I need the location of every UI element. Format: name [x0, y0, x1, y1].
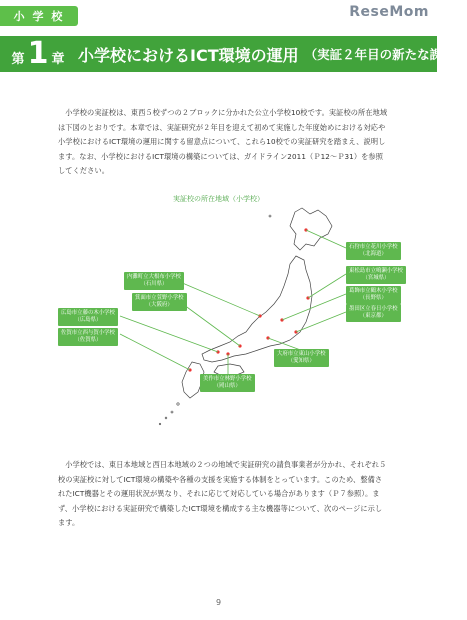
island: [165, 417, 167, 419]
map-title: 実証校の所在地域（小学校）: [173, 195, 264, 203]
island: [171, 411, 173, 413]
label-okayama: 美作市立林野小学校 （岡山県）: [200, 374, 255, 392]
label-ishikawa: 内灘町立大根布小学校 （石川県）: [124, 272, 184, 290]
body-paragraph: 小学校では、東日本地域と西日本地域の２つの地域で実証研究の請負事業者が分かれ、それぞれ５校の実証校に対してICT環境の構築や各種の支援を実施する体制をとっています。このため、整備されたICT機器とその運用状況が異なり、それに応じて対応している場合があります（Ｐ７参照）。まず、小学校における実証研究で構築したICT環境を構成する主な機器等について、次のページに示します。: [58, 460, 387, 527]
label-osaka: 箕面市立萱野小学校 （大阪府）: [132, 293, 187, 311]
brand-logo: ReseMom: [349, 4, 429, 20]
chapter-title: [78, 36, 467, 72]
honshu-shape: [202, 256, 312, 362]
label-nagano: 葛飾市立鶴木小学校 （長野県）: [346, 286, 401, 304]
page-number: 9: [215, 598, 222, 607]
section-tab: [0, 6, 78, 26]
chapter-prefix: 第: [11, 52, 25, 67]
label-hiroshima: 広島市立藤の木小学校 （広島県）: [58, 308, 118, 326]
chapter-num: 1: [27, 36, 49, 71]
chapter-title-main: 小学校におけるICT環境の運用: [78, 45, 299, 65]
label-higashimatsushima: 東松島市立鳴瀬小学校 （宮城県）: [346, 266, 406, 284]
hokkaido-shape: [290, 208, 332, 250]
label-saga: 佐賀市立西与賀小学校 （佐賀県）: [58, 328, 118, 346]
island: [159, 423, 161, 425]
label-tokyo: 墨田区立春日小学校 （東京都）: [346, 304, 401, 322]
label-aichi: 大府市立東山小学校 （愛知県）: [274, 349, 329, 367]
label-ishikari: 石狩市立花川小学校 （北海道）: [346, 242, 401, 260]
section-label: 小 学 校: [13, 10, 65, 23]
intro-paragraph: 小学校の実証校は、東西５校ずつの２ブロックに分かれた公立小学校10校です。実証校の所在地域は下図のとおりです。本章では、実証研究が２年目を迎えて初めて実施した年度始めにおける対応や小学校におけるICT環境の運用に関する留意点について、これら10校での実証研究を踏まえ、説明します。なお、小学校におけるICT環境の構築については、ガイドライン2011（Ｐ12〜Ｐ31）を参照してください。: [58, 108, 388, 175]
island: [269, 215, 271, 217]
chapter-suffix: 章: [51, 52, 65, 67]
island: [177, 403, 179, 405]
chapter-number: [6, 38, 70, 70]
dot-tokyo: [294, 330, 297, 333]
chapter-subtitle: （実証２年目の新たな課題）: [304, 47, 467, 62]
chapter-title-bar: [0, 36, 467, 72]
